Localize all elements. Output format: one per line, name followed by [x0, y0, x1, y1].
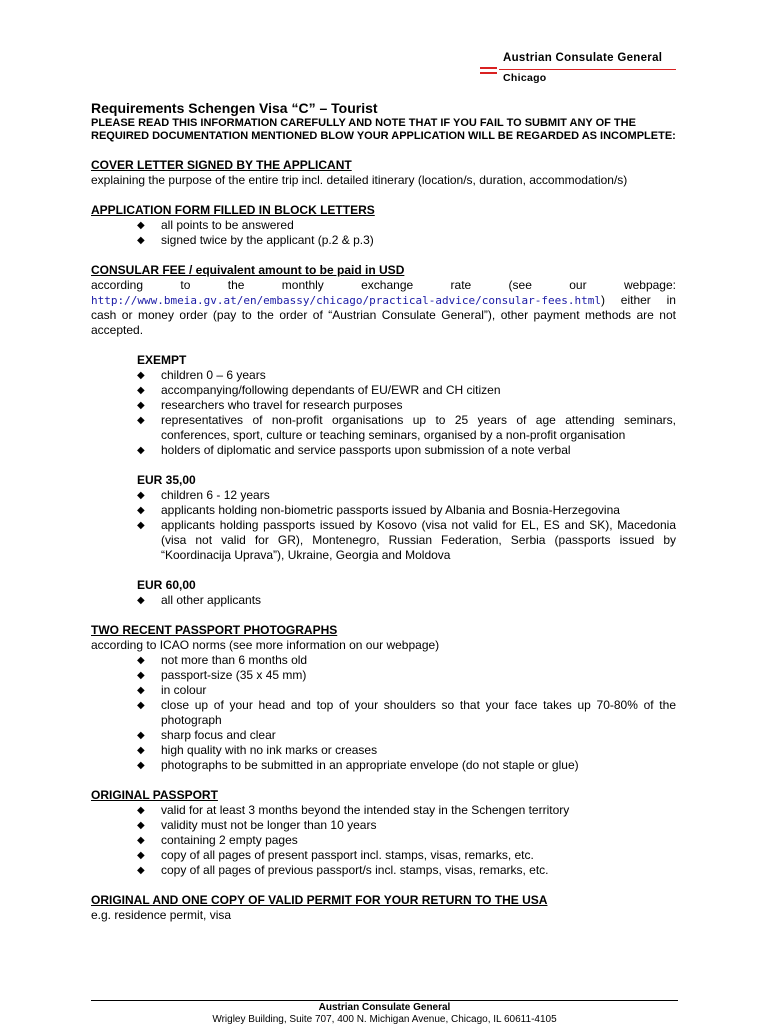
list-item: ◆ copy of all pages of previous passport/s incl. stamps, visas, remarks, etc. — [137, 863, 676, 878]
list-item: ◆ applicants holding non-biometric passports issued by Albania and Bosnia-Herzegovina — [137, 503, 676, 518]
fee-label-eur60: EUR 60,00 — [137, 578, 196, 592]
fee-label-eur35: EUR 35,00 — [137, 473, 196, 487]
photographs-list — [91, 653, 676, 773]
section-heading-passport: ORIGINAL PASSPORT — [91, 788, 218, 802]
page-title: Requirements Schengen Visa “C” – Tourist — [91, 100, 378, 116]
list-item: ◆ sharp focus and clear — [137, 728, 676, 743]
list-item: ◆ representatives of non-profit organisations up to 25 years of age attending seminars, conferences, sport, culture or teaching seminars, organised by a non-profit organisation — [137, 413, 676, 443]
list-item: ◆ researchers who travel for research purposes — [137, 398, 676, 413]
permit-text: e.g. residence permit, visa — [91, 908, 232, 922]
list-item: ◆ copy of all pages of present passport incl. stamps, visas, remarks, etc. — [137, 848, 676, 863]
warning-notice: PLEASE READ THIS INFORMATION CAREFULLY AND NOTE THAT IF YOU FAIL TO SUBMIT ANY OF THE REQUIRED DOCUMENTATION MENTIONED BLOW YOUR APPLICATION WILL BE REGARDED AS INCOMPLETE: — [91, 117, 676, 142]
section-heading-permit: ORIGINAL AND ONE COPY OF VALID PERMIT FOR YOUR RETURN TO THE USA — [91, 893, 548, 907]
list-item: ◆ not more than 6 months old — [137, 653, 676, 668]
footer-address: Wrigley Building, Suite 707, 400 N. Michigan Avenue, Chicago, IL 60611-4105 — [212, 1014, 557, 1025]
letterhead-city: Chicago — [503, 72, 547, 84]
list-item: ◆ all other applicants — [137, 593, 676, 608]
consular-fees-link[interactable]: http://www.bmeia.gv.at/en/embassy/chicago/practical-advice/consular-fees.html — [91, 294, 601, 307]
consular-fee-text-line1: according to the monthly exchange rate (see our webpage: — [91, 278, 676, 292]
list-item: ◆ in colour — [137, 683, 676, 698]
photographs-text: according to ICAO norms (see more information on our webpage) — [91, 638, 440, 652]
section-heading-cover-letter: COVER LETTER SIGNED BY THE APPLICANT — [91, 158, 352, 172]
letterhead-organization: Austrian Consulate General — [503, 52, 663, 64]
list-item: ◆ containing 2 empty pages — [137, 833, 676, 848]
section-heading-photographs: TWO RECENT PASSPORT PHOTOGRAPHS — [91, 623, 338, 637]
footer-organization: Austrian Consulate General — [318, 1002, 451, 1013]
list-item: ◆ accompanying/following dependants of EU/EWR and CH citizen — [137, 383, 676, 398]
list-item: ◆ close up of your head and top of your shoulders so that your face takes up 70-80% of the photograph — [137, 698, 676, 728]
austria-flag-logo — [480, 67, 497, 77]
list-item: ◆ children 6 - 12 years — [137, 488, 676, 503]
section-heading-application-form: APPLICATION FORM FILLED IN BLOCK LETTERS — [91, 203, 375, 217]
passport-list — [91, 803, 676, 878]
application-form-list — [91, 218, 676, 248]
list-item: ◆ children 0 – 6 years — [137, 368, 676, 383]
cover-letter-text: explaining the purpose of the entire trip incl. detailed itinerary (location/s, duration, accommodation/s) — [91, 173, 628, 187]
footer-divider — [91, 1000, 678, 1001]
list-item: ◆ high quality with no ink marks or creases — [137, 743, 676, 758]
list-item: ◆ passport-size (35 x 45 mm) — [137, 668, 676, 683]
exempt-list — [91, 368, 676, 458]
fee-label-exempt: EXEMPT — [137, 353, 187, 367]
consular-fee-after-link: ) either — [600, 293, 651, 307]
list-item: ◆ photographs to be submitted in an appropriate envelope (do not staple or glue) — [137, 758, 676, 773]
section-heading-consular-fee: CONSULAR FEE / equivalent amount to be paid in USD — [91, 263, 405, 277]
consular-fee-text — [91, 293, 676, 338]
list-item: ◆ valid for at least 3 months beyond the intended stay in the Schengen territory — [137, 803, 676, 818]
list-item: ◆ applicants holding passports issued by Kosovo (visa not valid for EL, ES and SK), Macedonia (visa not valid for GR), Montenegro, Russian Federation, Serbia (passports issued by “Koordinacija Uprava”), Ukraine, Georgia and Moldova — [137, 518, 676, 563]
letterhead-divider — [499, 69, 676, 70]
list-item: ◆ validity must not be longer than 10 years — [137, 818, 676, 833]
list-item: ◆ holders of diplomatic and service passports upon submission of a note verbal — [137, 443, 676, 458]
eur60-list — [91, 593, 676, 608]
list-item: ◆ all points to be answered — [137, 218, 676, 233]
list-item: ◆ signed twice by the applicant (p.2 & p.3) — [137, 233, 676, 248]
consular-fee-payment-text: in cash or money order (pay to the order of “Austrian Consulate General”), other payment methods are not accepted. — [91, 293, 676, 337]
eur35-list — [91, 488, 676, 563]
document-body — [91, 100, 676, 923]
